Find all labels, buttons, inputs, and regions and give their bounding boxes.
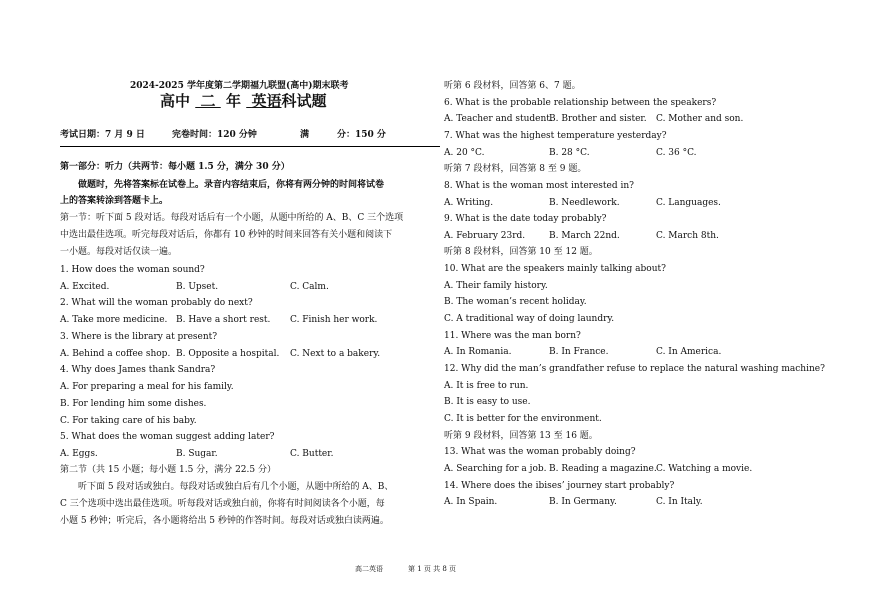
question-13: 13. What was the woman probably doing? xyxy=(444,447,636,457)
exam-date: 考试日期：7 月 9 日 xyxy=(60,130,145,140)
q9-option-c: C. March 8th. xyxy=(656,231,719,241)
question-5: 5. What does the woman suggest adding later? xyxy=(60,432,275,442)
section1-instruction-1: 第一节：听下面 5 段对话。每段对话后有一个小题，从题中所给的 A、B、C 三个选项 xyxy=(60,213,404,223)
question-3: 3. Where is the library at present? xyxy=(60,332,218,342)
q10-option-a: A. Their family history. xyxy=(444,281,548,291)
score-label: 满 xyxy=(300,130,310,140)
question-2: 2. What will the woman probably do next? xyxy=(60,298,253,308)
q9-option-b: B. March 22nd. xyxy=(549,231,620,241)
question-12: 12. Why did the man’s grandfather refuse to replace the natural washing machine? xyxy=(444,364,825,374)
q6-option-b: B. Brother and sister. xyxy=(549,114,647,124)
material-8-heading: 听第 8 段材料，回答第 10 至 12 题。 xyxy=(444,247,598,257)
q4-option-b: B. For lending him some dishes. xyxy=(60,399,207,409)
section2-instruction-1: 听下面 5 段对话或独白。每段对话或独白后有几个小题，从题中所给的 A、B、 xyxy=(78,482,394,492)
section2-instruction-2: C 三个选项中选出最佳选项。听每段对话或独白前，你将有时间阅读各个小题，每 xyxy=(60,499,385,509)
q12-option-c: C. It is better for the environment. xyxy=(444,414,602,424)
part1-instruction-2: 上的答案转涂到答题卡上。 xyxy=(60,196,169,206)
subject-blank xyxy=(246,92,281,110)
q6-option-a: A. Teacher and student. xyxy=(444,114,553,124)
q9-option-a: A. February 23rd. xyxy=(444,231,526,241)
header-divider xyxy=(60,146,440,147)
q5-option-b: B. Sugar. xyxy=(176,449,218,459)
q11-option-c: C. In America. xyxy=(656,347,722,357)
q10-option-c: C. A traditional way of doing laundry. xyxy=(444,314,615,324)
question-1: 1. How does the woman sound? xyxy=(60,265,205,275)
q14-option-a: A. In Spain. xyxy=(444,497,498,507)
subject-prefix: 高中 xyxy=(160,92,191,110)
material-6-heading: 听第 6 段材料，回答第 6、7 题。 xyxy=(444,81,581,91)
subject-title xyxy=(160,92,326,110)
question-8: 8. What is the woman most interested in? xyxy=(444,181,634,191)
q4-option-c: C. For taking care of his baby. xyxy=(60,416,197,426)
q5-option-c: C. Butter. xyxy=(290,449,334,459)
part1-title: 第一部分：听力（共两节：每小题 1.5 分，满分 30 分） xyxy=(60,162,290,172)
exam-duration: 完卷时间：120 分钟 xyxy=(172,130,257,140)
question-7: 7. What was the highest temperature yesterday? xyxy=(444,131,667,141)
q2-option-b: B. Have a short rest. xyxy=(176,315,271,325)
q3-option-a: A. Behind a coffee shop. xyxy=(60,349,171,359)
q8-option-c: C. Languages. xyxy=(656,198,721,208)
section1-instruction-2: 中选出最佳选项。听完每段对话后，你都有 10 秒钟的时间来回答有关小题和阅读下 xyxy=(60,230,393,240)
q14-option-b: B. In Germany. xyxy=(549,497,617,507)
q11-option-a: A. In Romania. xyxy=(444,347,512,357)
q11-option-b: B. In France. xyxy=(549,347,609,357)
question-4: 4. Why does James thank Sandra? xyxy=(60,365,216,375)
section2-instruction-3: 小题 5 秒钟；听完后，各小题将给出 5 秒钟的作答时间。每段对话或独白读两遍。 xyxy=(60,516,389,526)
q7-option-a: A. 20 °C. xyxy=(444,148,485,158)
part1-instruction-1: 做题时，先将答案标在试卷上。录音内容结束后，你将有两分钟的时间将试卷 xyxy=(78,180,385,190)
q12-option-b: B. It is easy to use. xyxy=(444,397,531,407)
question-14: 14. Where does the ibises’ journey start probably? xyxy=(444,481,675,491)
question-11: 11. Where was the man born? xyxy=(444,331,581,341)
exam-title: 2024-2025 学年度第二学期福九联盟(高中)期末联考 xyxy=(130,81,349,91)
question-9: 9. What is the date today probably? xyxy=(444,214,607,224)
subject-suffix: 科试题 xyxy=(281,92,327,110)
q8-option-a: A. Writing. xyxy=(444,198,494,208)
q3-option-b: B. Opposite a hospital. xyxy=(176,349,280,359)
grade-value: 二 xyxy=(200,92,216,110)
q1-option-a: A. Excited. xyxy=(60,282,110,292)
grade-blank xyxy=(195,92,220,110)
footer-subject: 高二英语 xyxy=(355,565,383,573)
q8-option-b: B. Needlework. xyxy=(549,198,620,208)
q1-option-c: C. Calm. xyxy=(290,282,329,292)
section1-instruction-3: 一小题。每段对话仅读一遍。 xyxy=(60,247,178,257)
q13-option-c: C. Watching a movie. xyxy=(656,464,753,474)
subject-name: 英语 xyxy=(251,92,282,110)
q7-option-c: C. 36 °C. xyxy=(656,148,697,158)
q4-option-a: A. For preparing a meal for his family. xyxy=(60,382,234,392)
material-7-heading: 听第 7 段材料，回答第 8 至 9 题。 xyxy=(444,164,587,174)
subject-mid: 年 xyxy=(225,92,241,110)
material-9-heading: 听第 9 段材料，回答第 13 至 16 题。 xyxy=(444,431,598,441)
question-6: 6. What is the probable relationship between the speakers? xyxy=(444,98,717,108)
q3-option-c: C. Next to a bakery. xyxy=(290,349,381,359)
q2-option-c: C. Finish her work. xyxy=(290,315,378,325)
q14-option-c: C. In Italy. xyxy=(656,497,703,507)
q7-option-b: B. 28 °C. xyxy=(549,148,590,158)
q13-option-b: B. Reading a magazine. xyxy=(549,464,657,474)
question-10: 10. What are the speakers mainly talking about? xyxy=(444,264,666,274)
q2-option-a: A. Take more medicine. xyxy=(60,315,168,325)
q13-option-a: A. Searching for a job. xyxy=(444,464,547,474)
q12-option-a: A. It is free to run. xyxy=(444,381,529,391)
q6-option-c: C. Mother and son. xyxy=(656,114,744,124)
q10-option-b: B. The woman’s recent holiday. xyxy=(444,297,587,307)
q1-option-b: B. Upset. xyxy=(176,282,219,292)
section2-title: 第二节（共 15 小题；每小题 1.5 分，满分 22.5 分） xyxy=(60,465,276,475)
score-value: 分：150 分 xyxy=(337,130,386,140)
footer-page-number: 第 1 页 共 8 页 xyxy=(408,565,457,573)
q5-option-a: A. Eggs. xyxy=(60,449,98,459)
